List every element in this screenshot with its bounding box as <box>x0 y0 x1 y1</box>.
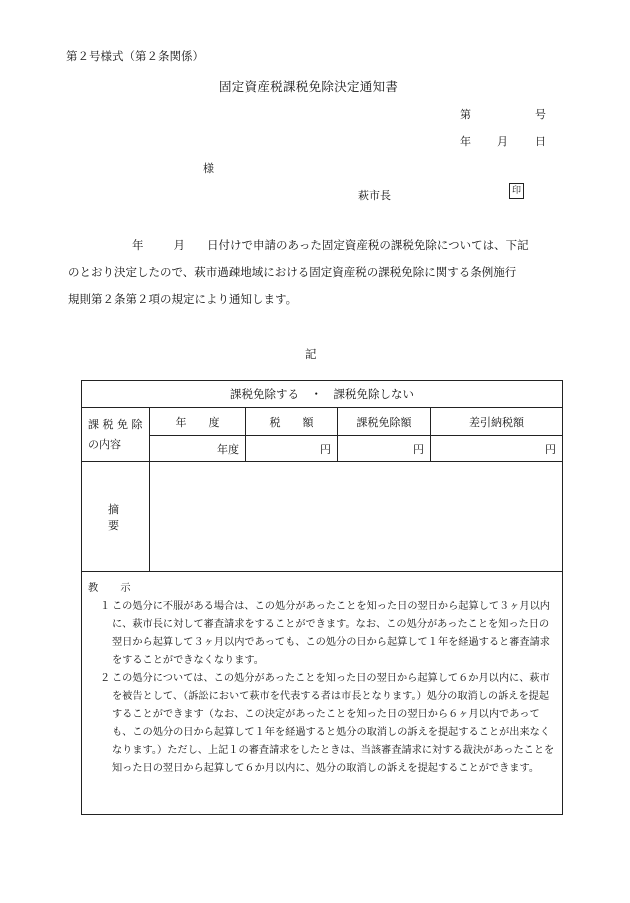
value-tax: 円 <box>246 436 338 462</box>
number-dai: 第 <box>460 108 471 121</box>
exemption-label-line1: 課 税 免 除 <box>88 417 143 431</box>
ki-heading: 記 <box>305 347 317 361</box>
column-header-net: 差引納税額 <box>431 408 563 436</box>
exemption-table <box>81 380 563 815</box>
value-year: 年度 <box>150 436 246 462</box>
body-month: 月 <box>173 238 185 252</box>
document-title: 固定資産税課税免除決定通知書 <box>219 79 399 94</box>
exemption-content-label <box>82 408 150 462</box>
body-line3: 規則第２条第２項の規定により通知します。 <box>68 292 298 306</box>
value-exempt: 円 <box>338 436 431 462</box>
body-line1: 日付けで申請のあった固定資産税の課税免除については、下記 <box>207 238 529 252</box>
instructions-title: 教 示 <box>88 583 137 594</box>
date-year: 年 <box>460 135 471 148</box>
addressee-suffix: 様 <box>203 162 214 175</box>
column-header-exempt: 課税免除額 <box>338 408 431 436</box>
notice-body <box>68 232 568 313</box>
body-line2: のとおり決定したので、萩市過疎地域における固定資産税の課税免除に関する条例施行 <box>68 265 517 279</box>
date-day: 日 <box>535 135 546 148</box>
value-net: 円 <box>431 436 563 462</box>
instruction-number: １ <box>100 601 111 612</box>
exemption-label-line2: の内容 <box>88 437 121 451</box>
instruction-item <box>88 598 556 670</box>
column-header-tax: 税 額 <box>246 408 338 436</box>
table-header: 課税免除する ・ 課税免除しない <box>82 381 563 408</box>
column-header-year: 年 度 <box>150 408 246 436</box>
seal-mark: 印 <box>509 183 524 199</box>
instruction-text: この処分については、この処分があったことを知った日の翌日から起算して６か月以内に、萩市を被告として、（訴訟において萩市を代表する者は市長となります。）処分の取消しの訴えを提起することができます（なお、この決定があったことを知った日の翌日から６ヶ月以内であっても、この処分の日から起算して１年を経過すると処分の取消しの訴えを提起することが出来なくなります。）ただし、上記１の審査請求をしたときは、当該審査請求に対する裁決があったことを知った日の翌日から起算して６か月以内に、処分の取消しの訴えを提起することができます。 <box>112 673 555 774</box>
remarks-label: 摘 要 <box>82 462 150 572</box>
form-label: 第２号様式（第２条関係） <box>66 49 204 63</box>
instruction-text: この処分に不服がある場合は、この処分があったことを知った日の翌日から起算して３ヶ月以内に、萩市長に対して審査請求をすることができます。なお、この処分があったことを知った日の翌日から起算して３ヶ月以内であっても、この処分の日から起算して１年を経過すると審査請求をすることができなくなります。 <box>112 601 550 666</box>
remarks-field <box>150 462 563 572</box>
body-year: 年 <box>132 238 144 252</box>
number-go: 号 <box>535 108 546 121</box>
issuer: 萩市長 <box>358 189 391 202</box>
instruction-number: ２ <box>100 673 111 684</box>
instructions <box>82 572 563 815</box>
date-month: 月 <box>497 135 508 148</box>
instruction-item <box>88 670 556 778</box>
